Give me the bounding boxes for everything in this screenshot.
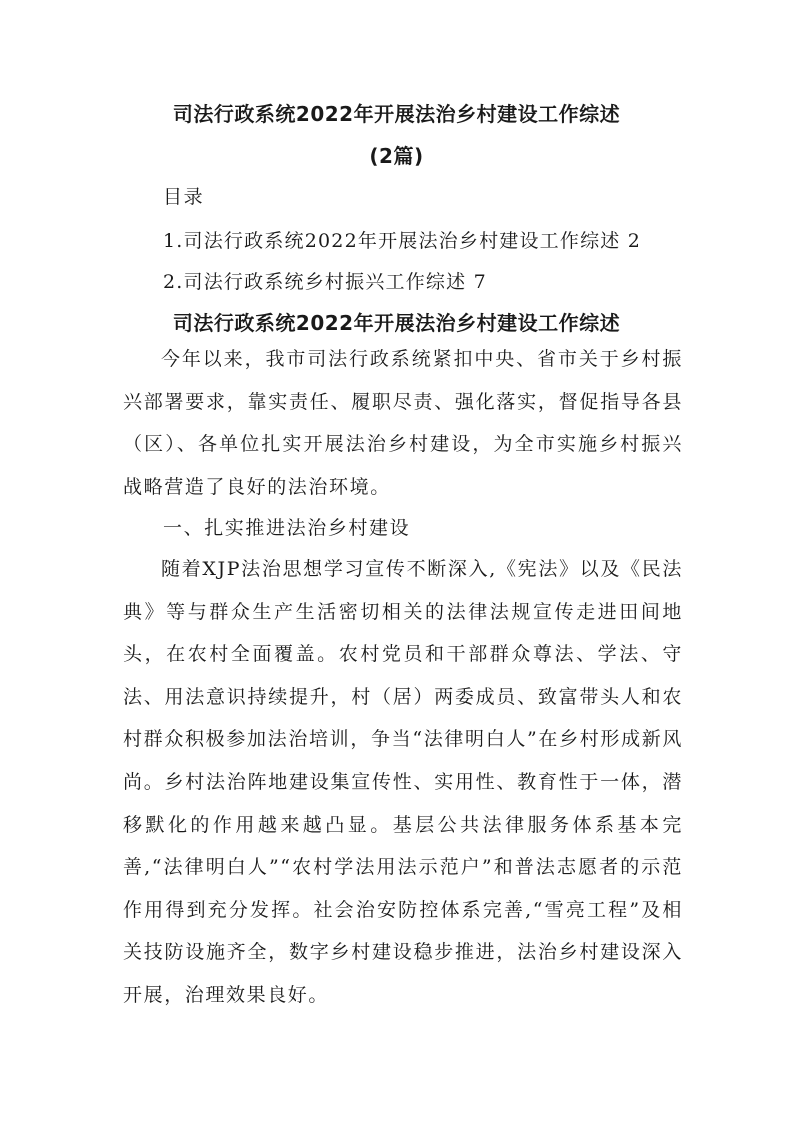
section-title: 司法行政系统2022年开展法治乡村建设工作综述	[172, 311, 621, 335]
paragraph: 随着XJP法治思想学习宣传不断深入,《宪法》以及《民法典》等与群众生产生活密切相关的法律法规宣传走进田间地头，在农村全面覆盖。农村党员和干部群众尊法、学法、守法、用法意识持续提升，村（居）两委成员、致富带头人和农村群众积极参加法治培训，争当“法律明白人”在乡村形成新风尚。乡村法治阵地建设集宣传性、实用性、教育性于一体，潜移默化的作用越来越凸显。基层公共法律服务体系基本完善,“法律明白人”“农村学法用法示范户”和普法志愿者的示范作用得到充分发挥。社会治安防控体系完善,“雪亮工程”及相关技防设施齐全，数字乡村建设稳步推进，法治乡村建设深入开展，治理效果良好。	[123, 558, 683, 1006]
document-subtitle: (2篇)	[369, 144, 424, 168]
paragraph: 今年以来，我市司法行政系统紧扣中央、省市关于乡村振兴部署要求，靠实责任、履职尽责、强化落实，督促指导各县（区）、各单位扎实开展法治乡村建设，为全市实施乡村振兴战略营造了良好的法治环境。	[123, 348, 683, 498]
document-title: 司法行政系统2022年开展法治乡村建设工作综述	[172, 102, 621, 126]
section-heading: 一、扎实推进法治乡村建设	[163, 517, 411, 539]
toc-item: 1.司法行政系统2022年开展法治乡村建设工作综述 2	[163, 230, 642, 252]
toc-item: 2.司法行政系统乡村振兴工作综述 7	[163, 271, 487, 293]
toc-label: 目录	[163, 186, 205, 208]
